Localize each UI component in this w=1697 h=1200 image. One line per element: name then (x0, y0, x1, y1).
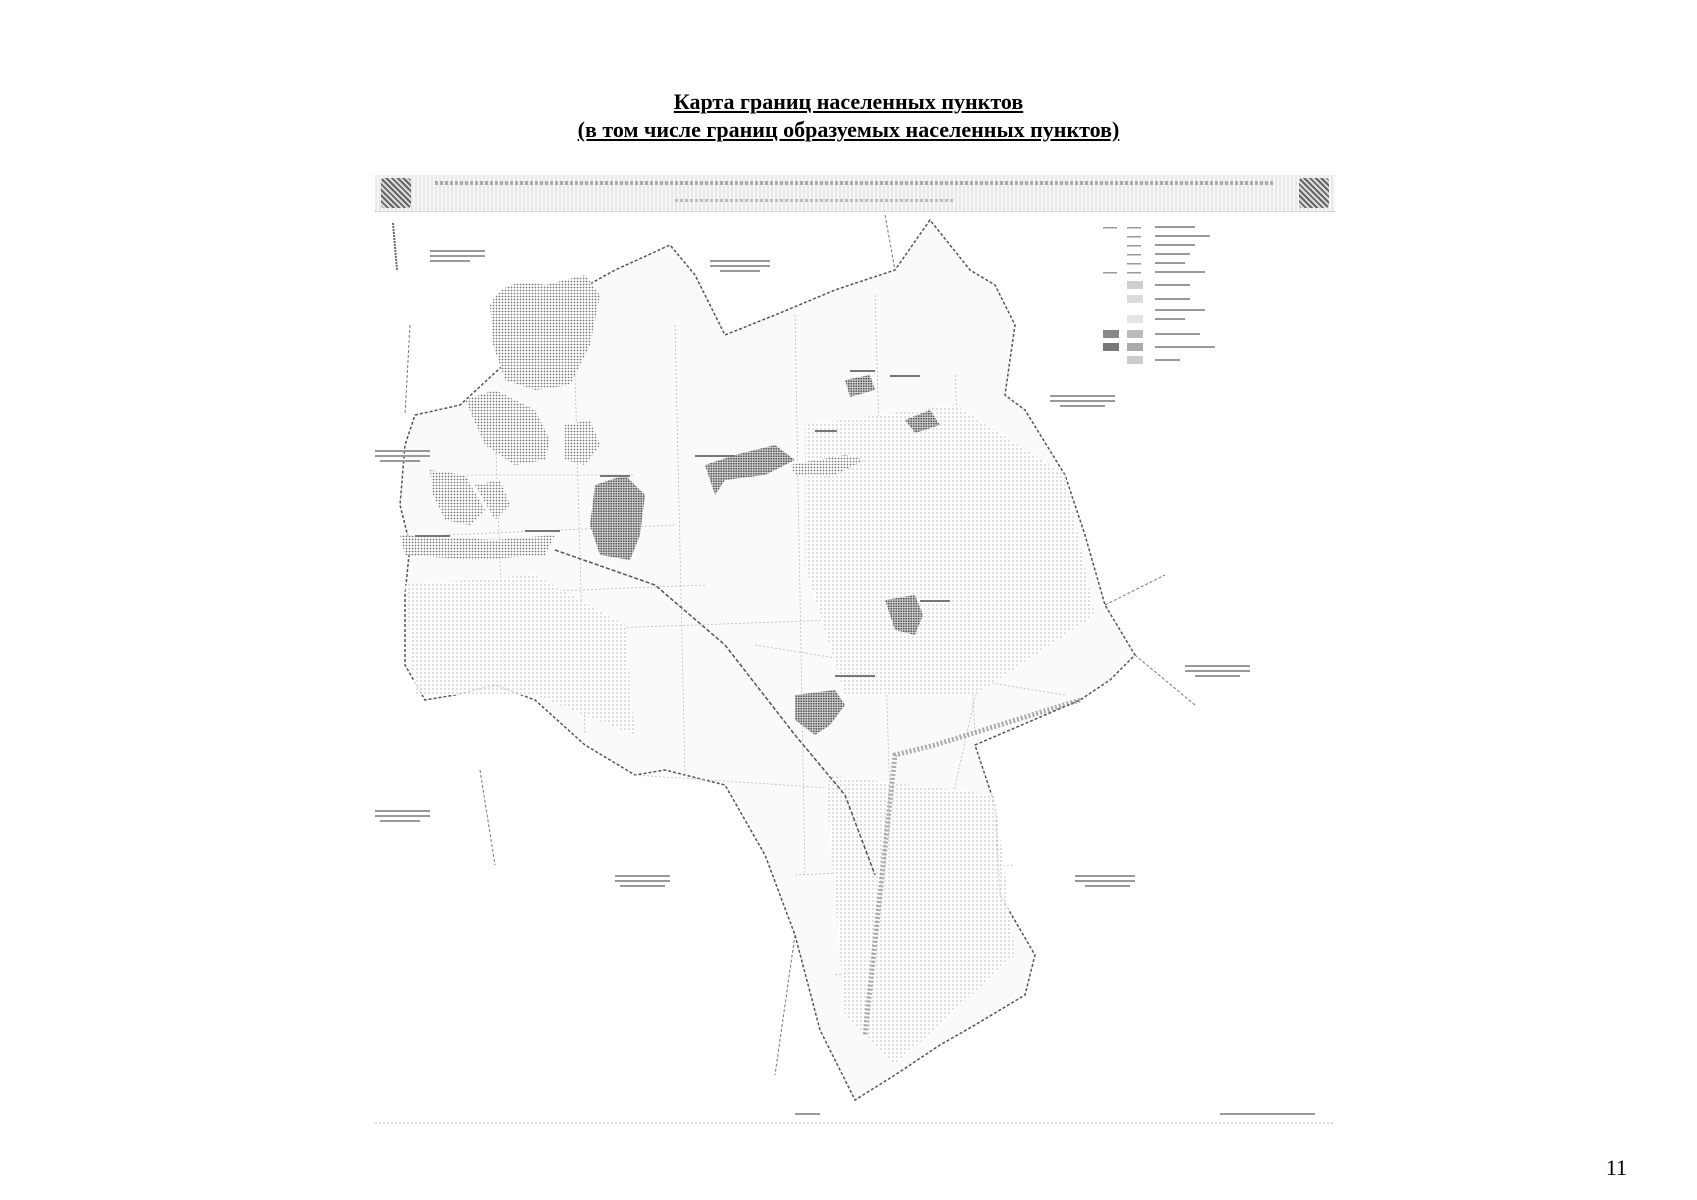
map-title: Карта границ населенных пунктов (673, 89, 1024, 114)
map-sheet (375, 175, 1335, 1125)
map-scale-placeholder (795, 1113, 820, 1115)
map-canvas (375, 175, 1335, 1125)
page-number: 11 (1605, 1155, 1627, 1180)
north-arrow-icon (393, 223, 397, 270)
map-legend (1103, 226, 1215, 364)
map-subtitle: (в том числе границ образуемых населенных пунктов) (577, 117, 1120, 142)
map-note-placeholder (1220, 1113, 1315, 1115)
